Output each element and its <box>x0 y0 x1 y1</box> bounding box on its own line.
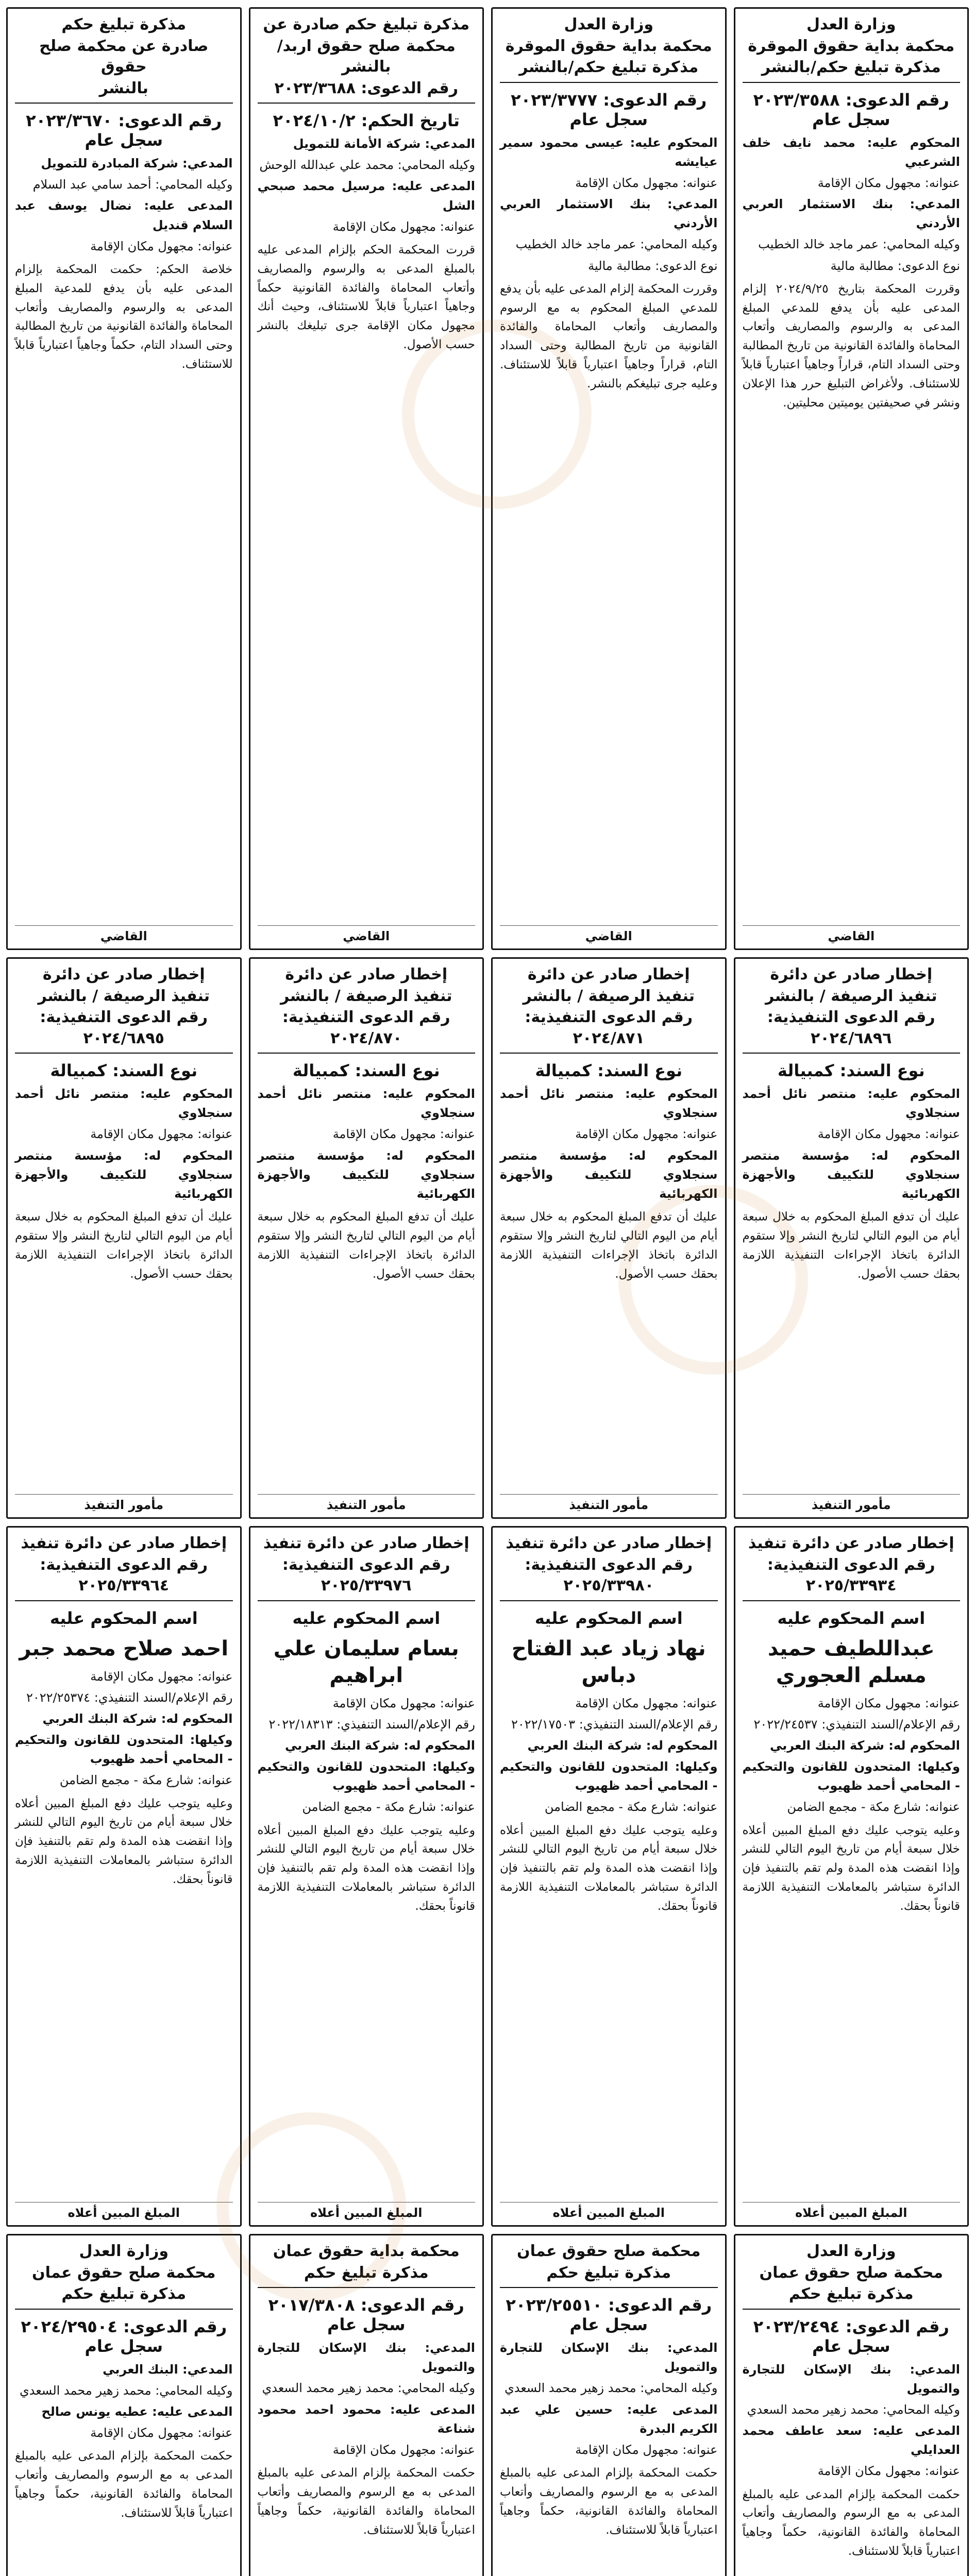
debtor-label: اسم المحكوم عليه <box>49 1608 198 1628</box>
notice-body: خلاصة الحكم: حكمت المحكمة بإلزام المدعى عليه بأن يدفع للمدعية المبلغ المدعى به والرسوم والمصاريف وأتعاب المحاماة والفائدة القانونية من تاريخ المطالبة وحتى السداد التام، حكماً وجاهياً اعتبارياً قابلاً للاستئناف. <box>15 262 233 371</box>
notice-header-line: محكمة بداية حقوق عمان <box>273 2242 460 2260</box>
notice-body: عليك أن تدفع المبلغ المحكوم به خلال سبعة أيام من اليوم التالي لتاريخ النشر وإلا ستقوم الدائرة باتخاذ الإجراءات التنفيذية اللازمة بحقك حسب الأصول. <box>742 1210 960 1281</box>
notice-header <box>500 2241 718 2288</box>
notice-line: المدعى عليه: سعد عاطف محمد العدايلي <box>742 2424 960 2458</box>
notice-header-line: محكمة صلح حقوق عمان <box>517 2242 701 2260</box>
notice-header <box>743 964 961 1054</box>
bond-type: نوع السند: كمبيالة <box>292 1061 440 1080</box>
notice-line: عنوانه: مجهول مكان الإقامة <box>90 2426 233 2441</box>
notice-body: عليك أن تدفع المبلغ المحكوم به خلال سبعة أيام من اليوم التالي لتاريخ النشر وإلا ستقوم الدائرة باتخاذ الإجراءات التنفيذية اللازمة بحقك حسب الأصول. <box>500 1210 718 1281</box>
notice-line: وكيلها: المتحدون للقانون والتحكيم - المحامي أحمد ظهيوب <box>15 1733 233 1767</box>
notice-line: عنوانه: مجهول مكان الإقامة <box>332 1127 475 1142</box>
notice-header-line: إخطار صادر عن دائرة تنفيذ <box>21 1534 227 1552</box>
notice-body: وقررت المحكمة إلزام المدعى عليه بأن يدفع للمدعي المبلغ المحكوم به مع الرسوم والمصاريف وأتعاب المحاماة والفائدة القانونية من تاريخ المطالبة وحتى السداد التام، قراراً وجاهياً اعتبارياً قابلاً للاستئناف. وعليه جرى تبليغكم بالنشر. <box>500 282 718 391</box>
notice-header-line: رقم الدعوى التنفيذية: ٢٠٢٥/٣٣٩٣٤ <box>767 1555 935 1595</box>
notice-line: عنوانه: شارع مكة - مجمع الضامن <box>59 1773 233 1788</box>
notice-line: المحكوم له: مؤسسة منتصر سنجلاوي للتكييف والأجهزة الكهربائية <box>15 1148 233 1201</box>
notice-signature: مأمور التنفيذ <box>258 1494 476 1512</box>
notice-line: المحكوم له: شركة البنك العربي <box>769 1738 960 1753</box>
notice-line: عنوانه: مجهول مكان الإقامة <box>817 1696 960 1710</box>
notice-line: وكيلها: المتحدون للقانون والتحكيم - المحامي أحمد ظهيوب <box>257 1759 475 1793</box>
notice-header-line: إخطار صادر عن دائرة تنفيذ <box>748 1534 954 1552</box>
debtor-name: بسام سليمان علي ابراهيم <box>273 1636 459 1687</box>
notice-line: المحكوم له: شركة البنك العربي <box>42 1711 233 1726</box>
notice-line: وكيله المحامي: محمد زهير محمد السعدي <box>747 2402 960 2417</box>
notice-header-line: رقم الدعوى التنفيذية: ٢٠٢٤/٨٧١ <box>525 1008 693 1047</box>
notice-header-line: رقم الدعوى التنفيذية: ٢٠٢٤/٦٨٩٥ <box>40 1008 208 1047</box>
notice-header-line: وزارة العدل <box>564 15 653 33</box>
notice-line: عنوانه: مجهول مكان الإقامة <box>817 175 960 190</box>
notice-line: وكيله المحامي: محمد زهير محمد السعدي <box>262 2381 475 2396</box>
notice-line: المدعى عليه: محمود احمد محمود شناعة <box>257 2402 475 2436</box>
notice-header-line: صادرة عن محكمة صلح حقوق <box>39 37 209 76</box>
notice-signature: المبلغ المبين أعلاه <box>258 2202 476 2220</box>
notice-line: وكيله المحامي: عمر ماجد خالد الخطيب <box>515 237 718 252</box>
debtor-name: احمد صلاح محمد جبر <box>19 1636 229 1660</box>
notice-header-line: بالنشر <box>99 79 148 97</box>
notice-line: المدعى عليه: مرسيل محمد صبحي الشل <box>257 179 475 213</box>
notice-line: عنوانه: شارع مكة - مجمع الضامن <box>544 1800 718 1815</box>
notice-body: حكمت المحكمة بإلزام المدعى عليه بالمبلغ المدعى به مع الرسوم والمصاريف وأتعاب المحاماة والفائدة القانونية، حكماً وجاهياً اعتبارياً قابلاً للاستئناف. <box>500 2466 718 2537</box>
notice-line: عنوانه: مجهول مكان الإقامة <box>575 1127 718 1142</box>
notice-line: المحكوم عليه: منتصر نائل أحمد سنجلاوي <box>257 1087 475 1121</box>
notice-header-line: تنفيذ الرصيفة / بالنشر <box>765 987 937 1005</box>
notice-signature: مأمور التنفيذ <box>15 1494 233 1512</box>
notice-header-line: تنفيذ الرصيفة / بالنشر <box>280 987 452 1005</box>
notice-line: المدعي: بنك الاستثمار العربي الأردني <box>742 197 960 231</box>
notice-signature: القاضي <box>15 925 233 943</box>
notice-header-line: وزارة العدل <box>806 2242 896 2260</box>
notice-line: المحكوم له: شركة البنك العربي <box>284 1738 475 1753</box>
court-notice <box>249 2234 484 2576</box>
court-notice <box>734 2234 969 2576</box>
notice-signature: القاضي <box>743 925 961 943</box>
notice-line: عنوانه: مجهول مكان الإقامة <box>90 1669 233 1684</box>
execution-notice <box>491 957 727 1519</box>
bond-type: نوع السند: كمبيالة <box>535 1061 683 1080</box>
notice-line: عنوانه: مجهول مكان الإقامة <box>575 1696 718 1710</box>
notice-header-line: مذكرة تبليغ حكم <box>304 2263 429 2282</box>
notice-line: عنوانه: مجهول مكان الإقامة <box>817 2464 960 2479</box>
notice-line: المحكوم له: مؤسسة منتصر سنجلاوي للتكييف والأجهزة الكهربائية <box>257 1148 475 1201</box>
notice-line: المدعي: بنك الإسكان للتجارة والتمويل <box>500 2341 718 2375</box>
notice-header <box>15 1533 233 1601</box>
court-notice <box>734 7 969 950</box>
notice-header <box>743 2241 961 2310</box>
notice-signature: القاضي <box>258 925 476 943</box>
notice-line: وكيله المحامي: محمد زهير محمد السعدي <box>504 2381 718 2396</box>
notice-header <box>258 14 476 104</box>
notice-header <box>743 14 961 83</box>
notice-header-line: رقم الدعوى التنفيذية: ٢٠٢٤/٨٧٠ <box>282 1008 450 1047</box>
notice-signature: المبلغ المبين أعلاه <box>500 2202 718 2220</box>
notice-line: نوع الدعوى: مطالبة مالية <box>588 258 718 273</box>
notice-header-line: إخطار صادر عن دائرة <box>285 965 448 984</box>
case-number: رقم الدعوى: ٢٠٢٣/٣٧٧٧ سجل عام <box>511 90 707 129</box>
notice-header-line: محكمة صلح حقوق عمان <box>32 2263 216 2282</box>
notice-line: المدعى عليه: حسين علي عبد الكريم البدرة <box>500 2402 718 2436</box>
notice-line: وكيله المحامي: محمد علي عبدالله الوحش <box>259 158 475 173</box>
notice-line: عنوانه: شارع مكة - مجمع الضامن <box>787 1800 960 1815</box>
notice-line: وكيلها: المتحدون للقانون والتحكيم - المحامي أحمد ظهيوب <box>742 1759 960 1793</box>
notice-header-line: مذكرة تبليغ حكم/بالنشر <box>519 58 699 76</box>
case-number: رقم الدعوى: ٢٠٢٣/٣٦٧٠ سجل عام <box>26 111 222 150</box>
notice-header <box>15 964 233 1054</box>
notice-line: عنوانه: مجهول مكان الإقامة <box>332 219 475 234</box>
notice-header-line: إخطار صادر عن دائرة <box>770 965 933 984</box>
notice-header-line: محكمة بداية حقوق الموقرة <box>505 37 712 55</box>
notice-header-line: إخطار صادر عن دائرة <box>527 965 690 984</box>
notice-line: المحكوم له: مؤسسة منتصر سنجلاوي للتكييف والأجهزة الكهربائية <box>500 1148 718 1201</box>
notice-body: حكمت المحكمة بإلزام المدعى عليه بالمبلغ المدعى به مع الرسوم والمصاريف وأتعاب المحاماة والفائدة القانونية، حكماً وجاهياً اعتبارياً قابلاً للاستئناف. <box>257 2466 475 2537</box>
notice-line: المحكوم عليه: منتصر نائل أحمد سنجلاوي <box>15 1087 233 1121</box>
execution-notice-bank <box>249 1526 484 2227</box>
execution-notice <box>6 957 242 1519</box>
notice-line: عنوانه: شارع مكة - مجمع الضامن <box>302 1800 475 1815</box>
debtor-name: نهاد زياد عبد الفتاح دباس <box>511 1636 706 1687</box>
notice-body: حكمت المحكمة بإلزام المدعى عليه بالمبلغ المدعى به مع الرسوم والمصاريف وأتعاب المحاماة والفائدة القانونية، حكماً وجاهياً اعتبارياً قابلاً للاستئناف. <box>742 2487 960 2558</box>
court-notice <box>249 7 484 950</box>
notice-header-line: مذكرة تبليغ حكم <box>61 2285 187 2303</box>
notice-header-line: إخطار صادر عن دائرة <box>42 965 205 984</box>
notice-header <box>500 964 718 1054</box>
notice-line: عنوانه: مجهول مكان الإقامة <box>817 1127 960 1142</box>
notice-line: عنوانه: مجهول مكان الإقامة <box>575 2442 718 2457</box>
court-notice <box>6 2234 242 2576</box>
debtor-name: عبداللطيف حميد مسلم العجوري <box>767 1636 935 1687</box>
notice-body: وعليه يتوجب عليك دفع المبلغ المبين أعلاه خلال سبعة أيام من تاريخ اليوم التالي للنشر وإذا انقضت هذه المدة ولم تقم بالتنفيذ فإن الدائرة ستباشر بالمعاملات التنفيذية اللازمة قانوناً بحقك. <box>500 1823 718 1913</box>
notice-header-line: مذكرة تبليغ حكم <box>546 2263 671 2282</box>
execution-notice-bank <box>734 1526 969 2227</box>
case-number: رقم الدعوى: ٢٠٢٣/٢٤٩٤ سجل عام <box>753 2316 949 2356</box>
notice-header <box>743 1533 961 1601</box>
notice-header-line: إخطار صادر عن دائرة تنفيذ <box>506 1534 712 1552</box>
notice-body: عليك أن تدفع المبلغ المحكوم به خلال سبعة أيام من اليوم التالي لتاريخ النشر وإلا ستقوم الدائرة باتخاذ الإجراءات التنفيذية اللازمة بحقك حسب الأصول. <box>257 1210 475 1281</box>
case-number: رقم الدعوى: ٢٠١٧/٣٨٠٨ سجل عام <box>268 2295 464 2334</box>
notice-header <box>258 964 476 1054</box>
notice-line: وكيله المحامي: أحمد سامي عبد السلام <box>32 177 233 192</box>
notice-header <box>15 14 233 104</box>
notice-line: المدعي: شركة الأمانة للتمويل <box>293 137 475 151</box>
notice-line: المحكوم عليه: منتصر نائل أحمد سنجلاوي <box>500 1087 718 1121</box>
notice-line: المدعي: بنك الاستثمار العربي الأردني <box>500 197 718 231</box>
notice-header-line: رقم الدعوى: ٢٠٢٣/٣٦٨٨ <box>274 79 458 97</box>
notice-header-line: تنفيذ الرصيفة / بالنشر <box>523 987 695 1005</box>
notice-header <box>258 1533 476 1601</box>
notice-body: عليك أن تدفع المبلغ المحكوم به خلال سبعة أيام من اليوم التالي لتاريخ النشر وإلا ستقوم الدائرة باتخاذ الإجراءات التنفيذية اللازمة بحقك حسب الأصول. <box>15 1210 233 1281</box>
notice-line: عنوانه: مجهول مكان الإقامة <box>332 1696 475 1710</box>
notice-header-line: محكمة صلح حقوق اربد/بالنشر <box>277 37 456 76</box>
debtor-label: اسم المحكوم عليه <box>534 1608 683 1628</box>
notice-header-line: رقم الدعوى التنفيذية: ٢٠٢٥/٣٣٩٨٠ <box>525 1555 693 1595</box>
execution-notice <box>734 957 969 1519</box>
notice-body: وعليه يتوجب عليك دفع المبلغ المبين أعلاه خلال سبعة أيام من تاريخ اليوم التالي للنشر وإذا انقضت هذه المدة ولم تقم بالتنفيذ فإن الدائرة ستباشر بالمعاملات التنفيذية اللازمة قانوناً بحقك. <box>742 1823 960 1913</box>
notice-line: وكيله المحامي: محمد زهير محمد السعدي <box>19 2383 233 2398</box>
notice-line: عنوانه: مجهول مكان الإقامة <box>90 239 233 253</box>
case-number: رقم الدعوى: ٢٠٢٣/٣٥٨٨ سجل عام <box>753 90 949 129</box>
notice-header-line: محكمة صلح حقوق عمان <box>759 2263 943 2282</box>
notice-line: وكيلها: المتحدون للقانون والتحكيم - المحامي أحمد ظهيوب <box>500 1759 718 1793</box>
notice-body: وعليه يتوجب عليك دفع المبلغ المبين أعلاه خلال سبعة أيام من تاريخ اليوم التالي للنشر وإذا انقضت هذه المدة ولم تقم بالتنفيذ فإن الدائرة ستباشر بالمعاملات التنفيذية اللازمة قانوناً بحقك. <box>257 1823 475 1913</box>
notice-line: عنوانه: مجهول مكان الإقامة <box>90 1127 233 1142</box>
notices-grid <box>6 7 969 2576</box>
notice-line: المدعي: بنك الإسكان للتجارة والتمويل <box>742 2362 960 2396</box>
notice-body: حكمت المحكمة بإلزام المدعى عليه بالمبلغ المدعى به مع الرسوم والمصاريف وأتعاب المحاماة والفائدة القانونية، حكماً وجاهياً اعتبارياً قابلاً للاستئناف. <box>15 2449 233 2520</box>
notice-header-line: رقم الدعوى التنفيذية: ٢٠٢٤/٦٨٩٦ <box>767 1008 935 1047</box>
notice-header-line: مذكرة تبليغ حكم <box>61 15 187 33</box>
notice-header-line: رقم الدعوى التنفيذية: ٢٠٢٥/٣٣٩٦٤ <box>40 1555 208 1595</box>
notice-body: وعليه يتوجب عليك دفع المبلغ المبين أعلاه خلال سبعة أيام من تاريخ اليوم التالي للنشر وإذا انقضت هذه المدة ولم تقم بالتنفيذ فإن الدائرة ستباشر بالمعاملات التنفيذية اللازمة قانوناً بحقك. <box>15 1797 233 1886</box>
notice-line: المحكوم عليه: عيسى محمود سمير عيايشه <box>500 135 718 169</box>
notice-signature: مأمور التنفيذ <box>500 1494 718 1512</box>
notice-line: المدعي: شركة المبادرة للتمويل <box>41 156 233 171</box>
notice-body: وقررت المحكمة بتاريخ ٢٠٢٤/٩/٢٥ إلزام المدعى عليه بأن يدفع للمدعي المبلغ المدعى به والرسوم والمصاريف وأتعاب المحاماة والفائدة القانونية من تاريخ المطالبة وحتى السداد التام، قراراً وجاهياً اعتبارياً قابلاً للاستئناف. ولأغراض التبليغ حرر هذا الإعلان ونشر في صحيفتين يوميتين محليتين. <box>742 282 961 410</box>
notice-line: المدعي: بنك الإسكان للتجارة والتمويل <box>257 2341 475 2375</box>
notice-line: المحكوم عليه: محمد نايف خلف الشرعبي <box>742 135 960 169</box>
notice-line: عنوانه: مجهول مكان الإقامة <box>575 175 718 190</box>
notice-signature: القاضي <box>500 925 718 943</box>
notice-line: وكيله المحامي: عمر ماجد خالد الخطيب <box>758 237 960 252</box>
case-number: رقم الدعوى: ٢٠٢٣/٢٥٥١٠ سجل عام <box>506 2295 712 2334</box>
court-notice <box>491 7 727 950</box>
notice-signature: مأمور التنفيذ <box>743 1494 961 1512</box>
debtor-label: اسم المحكوم عليه <box>777 1608 926 1628</box>
case-number: رقم الدعوى: ٢٠٢٤/٢٩٥٠٤ سجل عام <box>21 2316 227 2356</box>
notice-line: المحكوم له: مؤسسة منتصر سنجلاوي للتكييف والأجهزة الكهربائية <box>742 1148 960 1201</box>
notice-signature: المبلغ المبين أعلاه <box>743 2202 961 2220</box>
notice-line: المحكوم عليه: منتصر نائل أحمد سنجلاوي <box>742 1087 960 1121</box>
judgment-date: تاريخ الحكم: ٢٠٢٤/١٠/٢ <box>273 111 460 130</box>
notice-header-line: محكمة بداية حقوق الموقرة <box>748 37 955 55</box>
notice-header <box>500 1533 718 1601</box>
notice-header-line: مذكرة تبليغ حكم <box>788 2285 914 2303</box>
notice-line: المحكوم له: شركة البنك العربي <box>527 1738 718 1753</box>
notice-signature: المبلغ المبين أعلاه <box>15 2202 233 2220</box>
notice-body: قررت المحكمة الحكم بإلزام المدعى عليه بالمبلغ المدعى به والرسوم والمصاريف وأتعاب المحاماة والفائدة القانونية حكماً وجاهياً اعتبارياً قابلاً للاستئناف، وحيث أنك مجهول مكان الإقامة جرى تبليغك بالنشر حسب الأصول. <box>257 243 475 351</box>
notice-header-line: مذكرة تبليغ حكم صادرة عن <box>263 15 470 33</box>
notice-line: رقم الإعلام/السند التنفيذي: ٢٠٢٢/١٨٣١٣ <box>268 1717 475 1732</box>
notice-header-line: مذكرة تبليغ حكم/بالنشر <box>761 58 941 76</box>
execution-notice-bank <box>6 1526 242 2227</box>
notice-line: رقم الإعلام/السند التنفيذي: ٢٠٢٢/٢٥٣٧٤ <box>26 1690 233 1705</box>
bond-type: نوع السند: كمبيالة <box>777 1061 925 1080</box>
notice-header <box>258 2241 476 2288</box>
notice-line: عنوانه: مجهول مكان الإقامة <box>332 2442 475 2457</box>
notice-header-line: رقم الدعوى التنفيذية: ٢٠٢٥/٣٣٩٧٦ <box>282 1555 450 1595</box>
notice-line: المدعى عليه: نضال يوسف عبد السلام قنديل <box>15 198 233 232</box>
notice-header <box>15 2241 233 2310</box>
notice-header-line: إخطار صادر عن دائرة تنفيذ <box>263 1534 469 1552</box>
notice-header-line: تنفيذ الرصيفة / بالنشر <box>38 987 210 1005</box>
notice-line: رقم الإعلام/السند التنفيذي: ٢٠٢٢/٢٤٥٣٧ <box>753 1717 960 1732</box>
notice-line: رقم الإعلام/السند التنفيذي: ٢٠٢٢/١٧٥٠٣ <box>511 1717 718 1732</box>
bond-type: نوع السند: كمبيالة <box>50 1061 198 1080</box>
court-notice <box>491 2234 727 2576</box>
notice-header-line: وزارة العدل <box>806 15 896 33</box>
execution-notice <box>249 957 484 1519</box>
court-notice <box>6 7 242 950</box>
notice-header-line: وزارة العدل <box>79 2242 169 2260</box>
notice-line: نوع الدعوى: مطالبة مالية <box>830 258 960 273</box>
debtor-label: اسم المحكوم عليه <box>292 1608 441 1628</box>
execution-notice-bank <box>491 1526 727 2227</box>
notice-line: المدعي: البنك العربي <box>103 2362 233 2377</box>
notice-header <box>500 14 718 83</box>
notice-line: المدعى عليه: عطيه يونس صالح <box>41 2404 233 2419</box>
